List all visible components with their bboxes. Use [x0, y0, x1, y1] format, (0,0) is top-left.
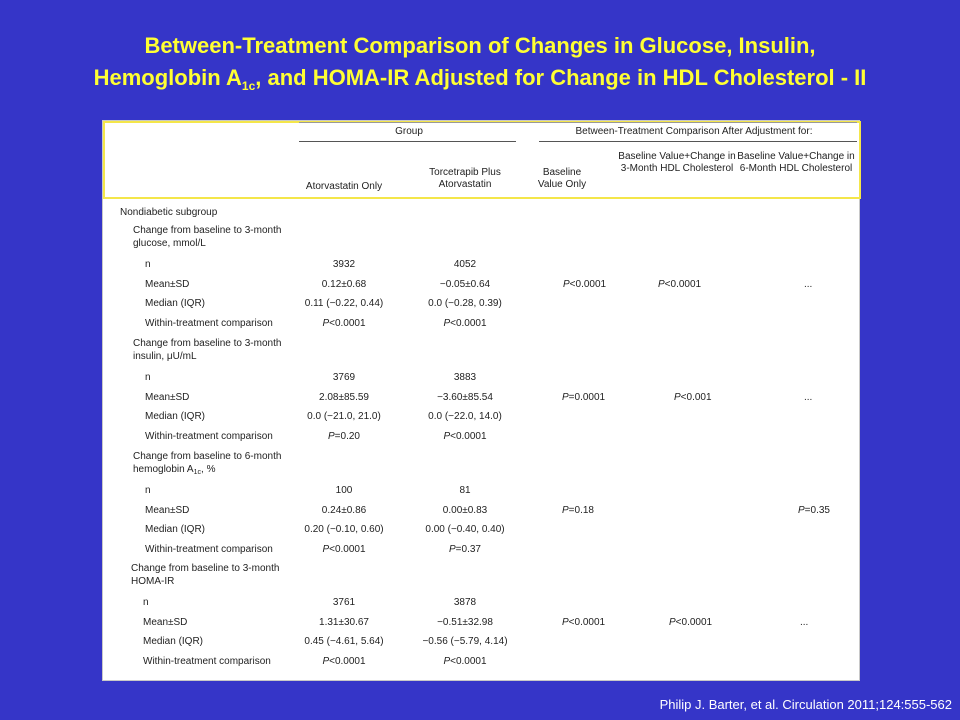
row-label: n	[145, 372, 151, 383]
row-label: Within-treatment comparison	[145, 430, 273, 442]
cell-atorva: 0.0 (−21.0, 21.0)	[307, 411, 381, 422]
section-sublabel: glucose, mmol/L	[133, 238, 206, 249]
section-label: Change from baseline to 3-month	[133, 225, 282, 236]
cell-pvalue: P<0.0001	[669, 616, 713, 628]
cell-pvalue: P<0.0001	[658, 278, 702, 290]
cell-pvalue: P=0.18	[562, 504, 594, 516]
cell-torce: 3883	[453, 372, 477, 383]
row-label: n	[145, 485, 151, 496]
cell-torce: 81	[459, 485, 471, 496]
cell-atorva: 0.24±0.86	[321, 504, 367, 516]
title-line-2: Hemoglobin $A_{1c}$, and HOMA-IR Adjusted for Change in HDL Cholesterol - II	[93, 65, 867, 93]
row-label: Mean±SD	[145, 278, 190, 290]
cell-torce: P<0.0001	[443, 430, 487, 442]
row-label: Within-treatment comparison	[145, 317, 273, 329]
row-label: Mean±SD	[143, 616, 188, 628]
cell-torce: P=0.37	[449, 543, 481, 555]
cell-pvalue: ...	[804, 391, 813, 403]
cell-atorva: P<0.0001	[322, 543, 366, 555]
section-sublabel: hemoglobin $A_{1c}$, %	[133, 464, 216, 476]
cell-torce: 0.00±0.83	[442, 504, 488, 516]
section-sublabel: insulin, μU/mL	[133, 351, 197, 362]
cell-atorva: 0.12±0.68	[321, 278, 367, 290]
cell-pvalue: ...	[800, 616, 809, 628]
row-label: Median (IQR)	[145, 298, 206, 309]
cell-atorva: 3932	[332, 259, 356, 270]
cell-atorva: 1.31±30.67	[319, 616, 369, 628]
row-label: Median (IQR)	[143, 636, 204, 647]
row-label: Median (IQR)	[145, 411, 206, 422]
cell-atorva: 2.08±85.59	[319, 391, 369, 403]
cell-atorva: P=0.20	[328, 430, 360, 442]
cell-torce: 0.00 (−0.40, 0.40)	[425, 524, 505, 535]
cell-atorva: 0.45 (−4.61, 5.64)	[304, 636, 384, 647]
table-panel	[102, 120, 860, 681]
cell-torce: −3.60±85.54	[437, 391, 493, 403]
cell-torce: 0.0 (−22.0, 14.0)	[428, 411, 502, 422]
section-label: Change from baseline to 3-month	[133, 338, 282, 349]
header-baseline: Baseline Value Only	[537, 167, 587, 190]
cell-pvalue: P<0.0001	[562, 616, 606, 628]
cell-atorva: 100	[335, 485, 353, 496]
cell-torce: 0.0 (−0.28, 0.39)	[428, 298, 502, 309]
row-label: n	[145, 259, 151, 270]
row-label: Median (IQR)	[145, 524, 206, 535]
header-torce: Torcetrapib Plus Atorvastatin	[429, 167, 501, 190]
cell-torce: P<0.0001	[443, 317, 487, 329]
row-label: Mean±SD	[145, 504, 190, 516]
cell-torce: −0.51±32.98	[437, 616, 493, 628]
section-label: Change from baseline to 6-month	[133, 451, 282, 462]
header-group: Group	[395, 126, 423, 137]
cell-atorva: 0.11 (−0.22, 0.44)	[304, 298, 384, 309]
cell-torce: 4052	[453, 259, 477, 270]
row-label: Mean±SD	[145, 391, 190, 403]
cell-pvalue: P=0.35	[798, 504, 830, 516]
cell-torce: −0.56 (−5.79, 4.14)	[422, 636, 508, 647]
cell-atorva: P<0.0001	[322, 655, 366, 667]
title-line-1: Between-Treatment Comparison of Changes in Glucose, Insulin,	[144, 33, 816, 58]
cell-pvalue: ...	[804, 278, 813, 290]
cell-pvalue: P=0.0001	[562, 391, 606, 403]
slide-title	[0, 30, 960, 94]
cell-torce: −0.05±0.64	[439, 278, 491, 290]
cell-atorva: P<0.0001	[322, 317, 366, 329]
header-adj6: Baseline Value+Change in 6-Month HDL Cholesterol	[737, 151, 855, 174]
cell-atorva: 3761	[332, 597, 356, 608]
cell-torce: P<0.0001	[443, 655, 487, 667]
cell-pvalue: P<0.0001	[563, 278, 607, 290]
header-atorva: Atorvastatin Only	[305, 181, 383, 192]
citation: Philip J. Barter, et al. Circulation 2011;124:555-562	[659, 697, 952, 712]
cell-pvalue: P<0.001	[674, 391, 712, 403]
subgroup-label: Nondiabetic subgroup	[120, 207, 218, 218]
section-sublabel: HOMA-IR	[131, 576, 175, 587]
section-label: Change from baseline to 3-month	[131, 563, 280, 574]
row-label: Within-treatment comparison	[145, 543, 273, 555]
cell-atorva: 3769	[332, 372, 356, 383]
cell-atorva: 0.20 (−0.10, 0.60)	[304, 524, 384, 535]
header-between: Between-Treatment Comparison After Adjustment for:	[575, 126, 813, 137]
row-label: Within-treatment comparison	[143, 655, 271, 667]
row-label: n	[143, 597, 149, 608]
cell-torce: 3878	[453, 597, 477, 608]
header-adj3: Baseline Value+Change in 3-Month HDL Cholesterol	[618, 151, 736, 174]
